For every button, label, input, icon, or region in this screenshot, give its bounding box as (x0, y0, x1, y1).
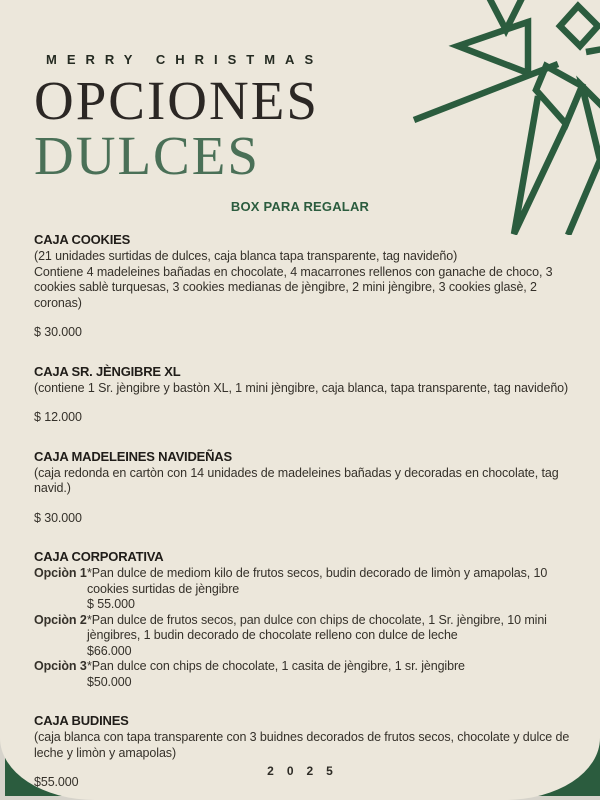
section-description: Contiene 4 madeleines bañadas en chocolate, 4 macarrones rellenos con ganache de choco, 3 cookies sablè turquesas, 3 cookies medianas de jèngibre, 2 mini jèngibre, 3 cookies glasè, 2 coronas) (34, 264, 553, 310)
page-subtitle: BOX PARA REGALAR (230, 199, 370, 214)
option-text: *Pan dulce de mediom kilo de frutos secos, budin decorado de limòn y amapolas, 10 cookies surtidas de jèngibre (87, 566, 548, 596)
option-row (34, 659, 574, 690)
menu-section (34, 549, 574, 690)
section-price: $ 30.000 (34, 510, 82, 525)
section-heading: CAJA BUDINES (34, 713, 129, 728)
section-price: $ 12.000 (34, 410, 82, 424)
option-row (34, 613, 574, 660)
section-description: (caja blanca con tapa transparente con 3 buidnes decorados de frutos secos, chocolate y dulce de leche y limòn y amapolas) (34, 730, 570, 760)
menu-section (34, 713, 574, 791)
section-heading: CAJA CORPORATIVA (34, 549, 164, 564)
section-price: $55.000 (34, 775, 79, 789)
menu-section (34, 364, 574, 426)
section-description: (contiene 1 Sr. jèngibre y bastòn XL, 1 mini jèngibre, caja blanca, tapa transparente, tag navideño) (34, 380, 569, 395)
option-body (87, 566, 574, 613)
option-row (34, 566, 574, 613)
option-price: $50.000 (87, 674, 132, 689)
option-price: $66.000 (87, 643, 132, 658)
option-body (87, 659, 574, 690)
option-body (87, 613, 574, 660)
menu-sections (34, 232, 574, 791)
page-title (34, 70, 600, 186)
option-price: $ 55.000 (87, 597, 135, 611)
section-description: (caja redonda en cartòn con 14 unidades de madeleines bañadas y decoradas en chocolate, tag navid.) (34, 465, 559, 495)
option-text: *Pan dulce con chips de chocolate, 1 casita de jèngibre, 1 sr. jèngibre (87, 659, 465, 673)
section-heading: CAJA SR. JÈNGIBRE XL (34, 363, 181, 379)
option-label: Opciòn 3 (34, 659, 87, 673)
option-text: *Pan dulce de frutos secos, pan dulce con chips de chocolate, 1 Sr. jèngibre, 10 mini jèngibres, 1 budin decorado de chocolate relleno con dulce de leche (87, 612, 547, 642)
menu-section (34, 232, 574, 341)
section-description: (21 unidades surtidas de dulces, caja blanca tapa transparente, tag navideño) (34, 249, 458, 263)
eyebrow-text: MERRY CHRISTMAS (46, 52, 324, 67)
menu-section (34, 449, 574, 527)
option-label: Opciòn 1 (34, 566, 87, 580)
page-title-line1: OPCIONES (34, 70, 319, 131)
section-price: $ 30.000 (34, 325, 82, 339)
section-heading: CAJA MADELEINES NAVIDEÑAS (34, 448, 232, 464)
footer-year: 2025 (267, 764, 346, 778)
option-label: Opciòn 2 (34, 612, 87, 627)
section-heading: CAJA COOKIES (34, 232, 131, 247)
page-title-line2: DULCES (34, 125, 260, 186)
